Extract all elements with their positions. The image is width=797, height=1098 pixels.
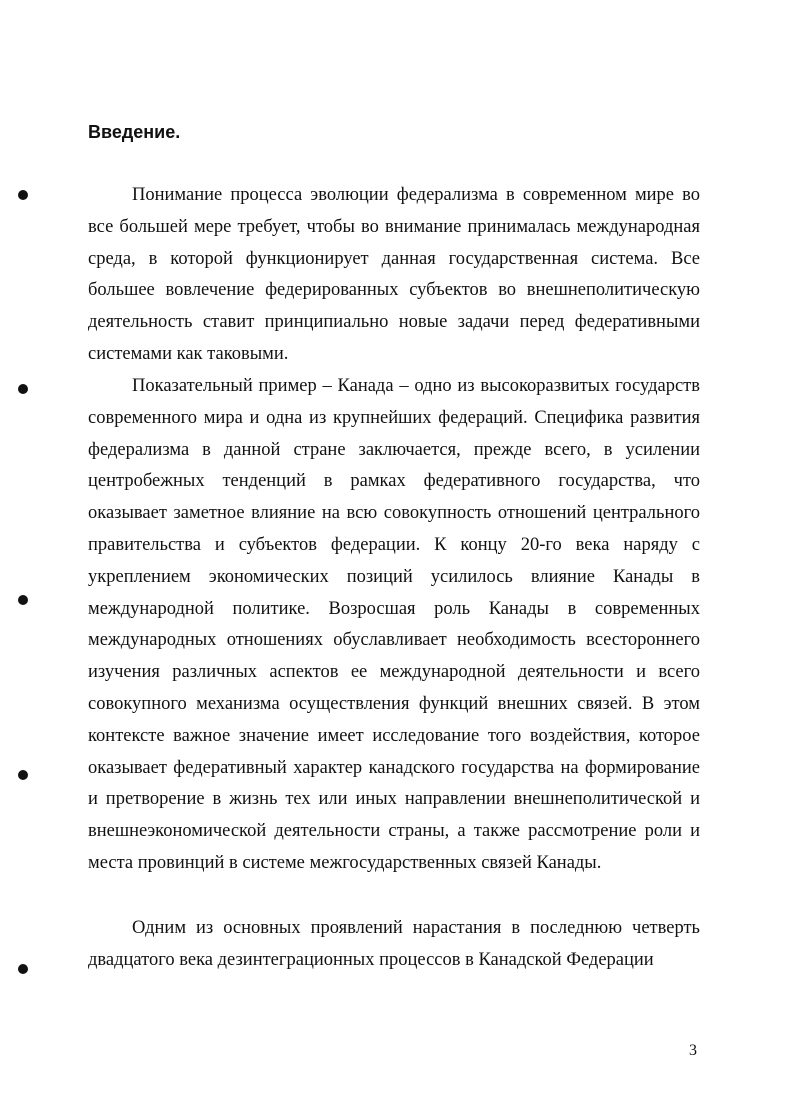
paragraph: Показательный пример – Канада – одно из высокоразвитых государств современного мира и одна из крупнейших федераций. Специфика развития федерализма в данной стране заключается, прежде всего, в усилении центробежных тенденций в рамках федеративного государства, что оказывает заметное влияние на всю совокупность отношений центрального правительства и субъектов федерации. К концу 20-го века наряду с укреплением экономических позиций усилилось влияние Канады в международной политике. Возросшая роль Канады в современных международных отношениях обуславливает необходимость всестороннего изучения различных аспектов ее международной деятельности и всего совокупного механизма осуществления функций внешних связей. В этом контексте важное значение имеет исследование того воздействия, которое оказывает федеративный характер канадского государства на формирование и претворение в жизнь тех или иных направлении внешнеполитической и внешнеэкономической деятельности страны, а также рассмотрение роли и места провинций в системе межгосударственных связей Канады. bbox=[88, 376, 700, 873]
paragraph-block bbox=[88, 371, 700, 880]
page-number: 3 bbox=[689, 1042, 697, 1059]
paragraph-block bbox=[88, 913, 700, 977]
paragraph: Понимание процесса эволюции федерализма в современном мире во все большей мере требует, чтобы во внимание принималась международная среда, в которой функционирует данная государственная система. Все большее вовлечение федерированных субъектов во внешнеполитическую деятельность ставит принципиально новые задачи перед федеративными системами как таковыми. bbox=[88, 185, 700, 364]
paragraph-block bbox=[88, 180, 700, 371]
binding-hole-mark bbox=[18, 770, 28, 780]
paragraph: Одним из основных проявлений нарастания в последнюю четверть двадцатого века дезинтеграционных процессов в Канадской Федерации bbox=[88, 918, 700, 970]
section-heading: Введение. bbox=[88, 122, 181, 142]
binding-hole-mark bbox=[18, 964, 28, 974]
binding-hole-mark bbox=[18, 384, 28, 394]
binding-hole-mark bbox=[18, 595, 28, 605]
binding-hole-mark bbox=[18, 190, 28, 200]
